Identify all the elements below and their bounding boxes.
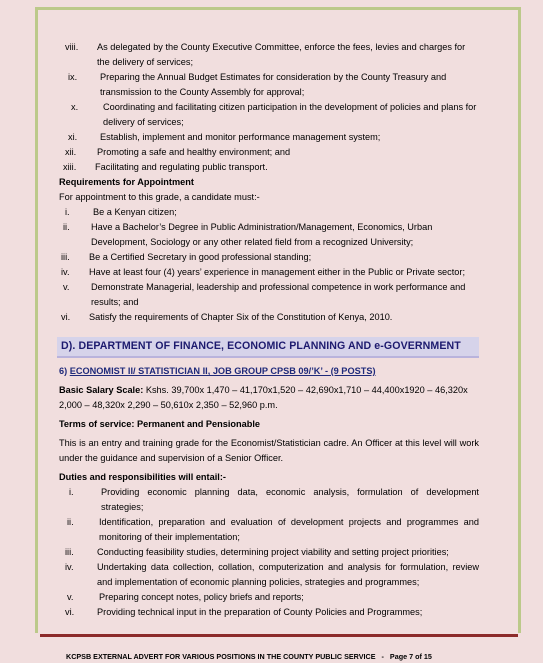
requirements-list [59,205,479,325]
footer-text: KCPSB EXTERNAL ADVERT FOR VARIOUS POSITIONS IN THE COUNTY PUBLIC SERVICE [66,652,376,661]
page-number: Page 7 of 15 [389,652,432,661]
list-item: xiii. Facilitating and regulating public transport. [63,162,268,172]
list-item: iii. Conducting feasibility studies, determining project viability and setting project priorities; [65,547,449,557]
list-item: xii. Promoting a safe and healthy environment; and [65,147,291,157]
list-item: iv. Have at least four (4) years’ experience in management either in the Public or Private sector; [61,267,466,277]
list-item: v. Demonstrate Managerial, leadership and professional competence in work performance and results; and [63,282,466,307]
list-item: ii. Have a Bachelor’s Degree in Public Administration/Management, Economics, Urban Development, Sociology or any other related field from a recognized University; [63,222,433,247]
duties-heading: Duties and responsibilities will entail:- [59,472,226,482]
requirements-intro: For appointment to this grade, a candidate must:- [59,192,260,202]
list-item: iii. Be a Certified Secretary in good professional standing; [61,252,312,262]
post-title: ECONOMIST II/ STATISTICIAN II, JOB GROUP CPSB 09/’K’ - (9 POSTS) [69,366,376,376]
terms-of-service: Terms of service: Permanent and Pensionable [59,419,261,429]
salary-text: Kshs. 39,700x 1,470 – 41,170x1,520 – 42,690x1,710 – 44,400x1920 – 46,320x 2,000 – 48,320x 2,290 – 50,610x 2,350 – 52,960 p.m. [59,385,468,410]
requirements-heading: Requirements for Appointment [59,177,194,187]
list-item: iv. Undertaking data collection, collation, computerization and analysis for formulation, review and implementation of economic planning policies, strategies and programmes; [65,562,479,587]
list-item: v. Preparing concept notes, policy briefs and reports; [67,592,304,602]
footer-divider [40,634,518,637]
intro-paragraph: This is an entry and training grade for the Economist/Statistician cadre. An Officer at this level will work under the guidance and supervision of a Senior Officer. [59,438,479,463]
list-item: ii. Identification, preparation and evaluation of development projects and programmes and monitoring of their implementation; [67,517,479,542]
list-item: viii. As delegated by the County Executive Committee, enforce the fees, levies and charges for the delivery of services; [65,42,466,67]
list-item: ix. Preparing the Annual Budget Estimates for consideration by the County Treasury and transmission to the County Assembly for approval; [68,72,447,97]
post-number: 6) [59,366,68,376]
list-item: xi. Establish, implement and monitor performance management system; [68,132,381,142]
salary-label: Basic Salary Scale: [59,385,144,395]
list-item: i. Be a Kenyan citizen; [65,207,177,217]
list-item: vi. Satisfy the requirements of Chapter Six of the Constitution of Kenya, 2010. [61,312,393,322]
section-heading: D). DEPARTMENT OF FINANCE, ECONOMIC PLANNING AND e-GOVERNMENT [57,337,479,358]
post-heading [59,364,479,379]
list-item: vi. Providing technical input in the preparation of County Policies and Programmes; [65,607,423,617]
list-item: x. Coordinating and facilitating citizen participation in the development of policies and plans for delivery of services; [71,102,477,127]
duties-list [59,485,479,620]
page-footer [66,652,432,661]
footer-separator: - [381,652,384,661]
salary-scale [59,383,479,413]
list-item: i. Providing economic planning data, economic analysis, formulation of development strategies; [69,487,479,512]
duties-list-continued [61,40,479,175]
document-body [59,40,479,620]
